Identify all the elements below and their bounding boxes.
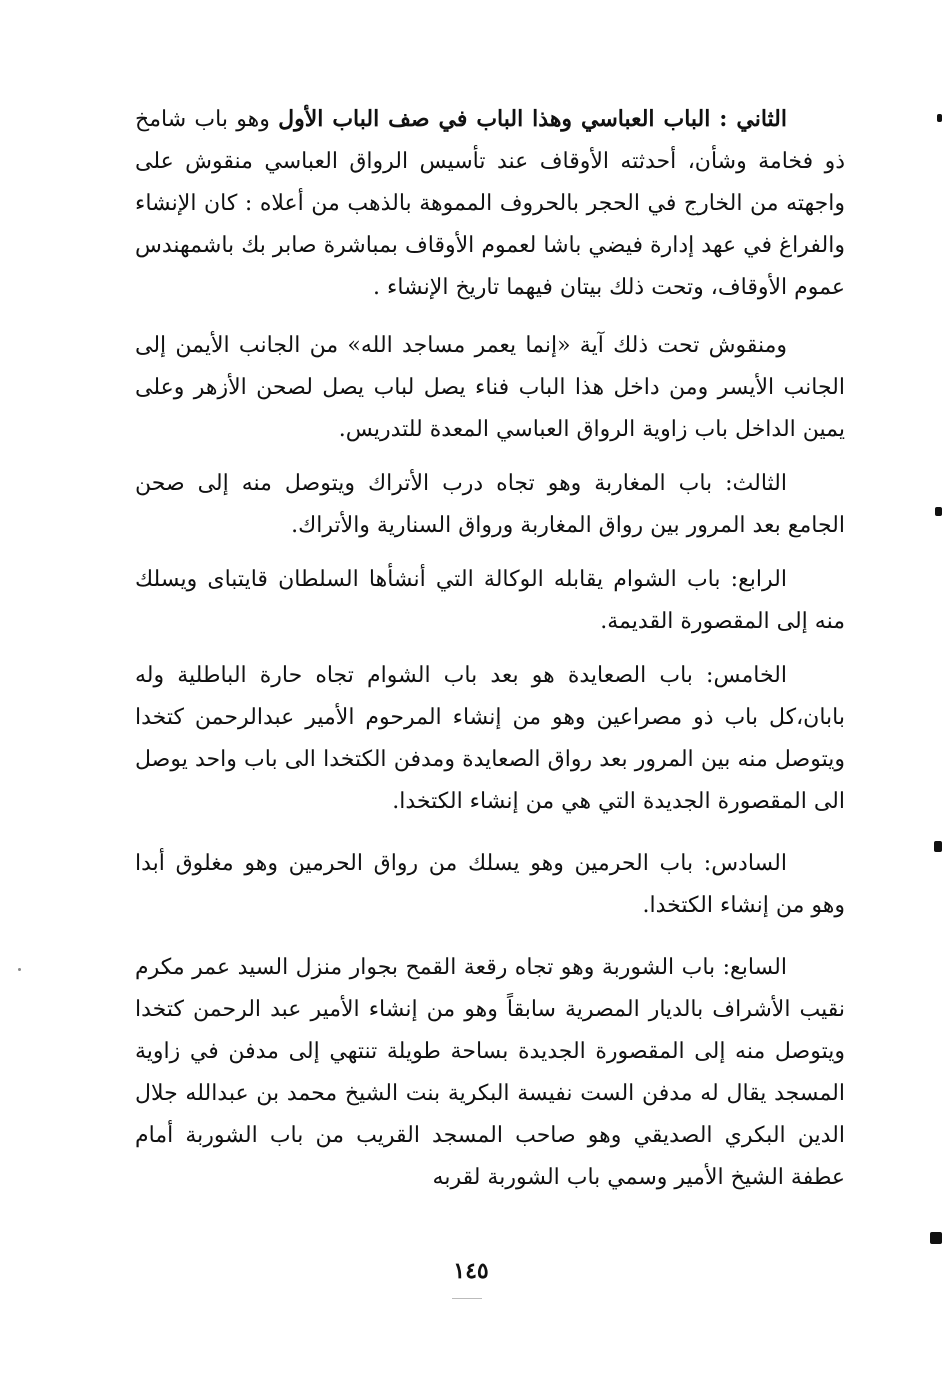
paragraph-4-text: الرابع: باب الشوام يقابله الوكالة التي أنشأها السلطان قايتباى ويسلك منه إلى المقصورة القديمة.: [135, 567, 845, 634]
paragraph-2: [135, 325, 845, 451]
scan-edge-mark: [934, 841, 942, 852]
scan-edge-mark: [930, 1232, 942, 1244]
paragraph-3: [135, 463, 845, 547]
paragraph-5: [135, 655, 845, 823]
paragraph-5-text: الخامس: باب الصعايدة هو بعد باب الشوام تجاه حارة الباطلية وله بابان،كل باب ذو مصراعين وهو من إنشاء المرحوم الأمير عبدالرحمن كتخدا ويتوصل منه بين المرور بعد رواق الصعايدة ومدفن الكتخدا الى باب واحد يوصل الى المقصورة الجديدة التي هي من إنشاء الكتخدا.: [135, 663, 845, 814]
page-number: ١٤٥: [453, 1258, 489, 1284]
paragraph-1: [135, 98, 845, 309]
body-text: [135, 98, 845, 1199]
scan-speck: [18, 968, 21, 971]
paragraph-6-text: السادس: باب الحرمين وهو يسلك من رواق الحرمين وهو مغلوق أبدا وهو من إنشاء الكتخدا.: [135, 851, 845, 918]
scan-edge-mark: [937, 114, 942, 122]
paragraph-6: [135, 843, 845, 927]
paragraph-2-text: ومنقوش تحت ذلك آية «إنما يعمر مساجد الله» من الجانب الأيمن إلى الجانب الأيسر ومن داخل هذا الباب فناء يصل لباب يصل لصحن الأزهر وعلى يمين الداخل باب زاوية الرواق العباسي المعدة للتدريس.: [135, 333, 845, 442]
paragraph-3-text: الثالث: باب المغاربة وهو تجاه درب الأتراك ويتوصل منه إلى صحن الجامع بعد المرور بين رواق المغاربة ورواق السنارية والأتراك.: [135, 471, 845, 538]
paragraph-7-text: السابع: باب الشوربة وهو تجاه رقعة القمح بجوار منزل السيد عمر مكرم نقيب الأشراف بالديار المصرية سابقاً وهو من إنشاء الأمير عبد الرحمن كتخدا ويتوصل منه إلى المقصورة الجديدة بساحة طويلة تنتهي إلى مدفن في زاوية المسجد يقال له مدفن الست نفيسة البكرية بنت الشيخ محمد بن عبدالله جلال الدين البكري الصديقي وهو صاحب المسجد القريب من باب الشوربة أمام عطفة الشيخ الأمير وسمي باب الشوربة لقربه: [135, 955, 845, 1190]
paragraph-1-lead: الثاني : الباب العباسي وهذا الباب في صف الباب الأول: [278, 106, 787, 132]
paragraph-4: [135, 559, 845, 643]
paragraph-7: [135, 947, 845, 1199]
scan-edge-mark: [935, 507, 942, 516]
scan-speck: [452, 1298, 482, 1299]
paragraph-1-text: وهو باب شامخ ذو فخامة وشأن، أحدثته الأوقاف عند تأسيس الرواق العباسي منقوش على واجهته من الخارج في الحجر بالحروف المموهة بالذهب من أعلاه : كان الإنشاء والفراغ في عهد إدارة فيضي باشا لعموم الأوقاف بمباشرة صابر بك باشمهندس عموم الأوقاف، وتحت ذلك بيتان فيهما تاريخ الإنشاء .: [135, 107, 845, 300]
